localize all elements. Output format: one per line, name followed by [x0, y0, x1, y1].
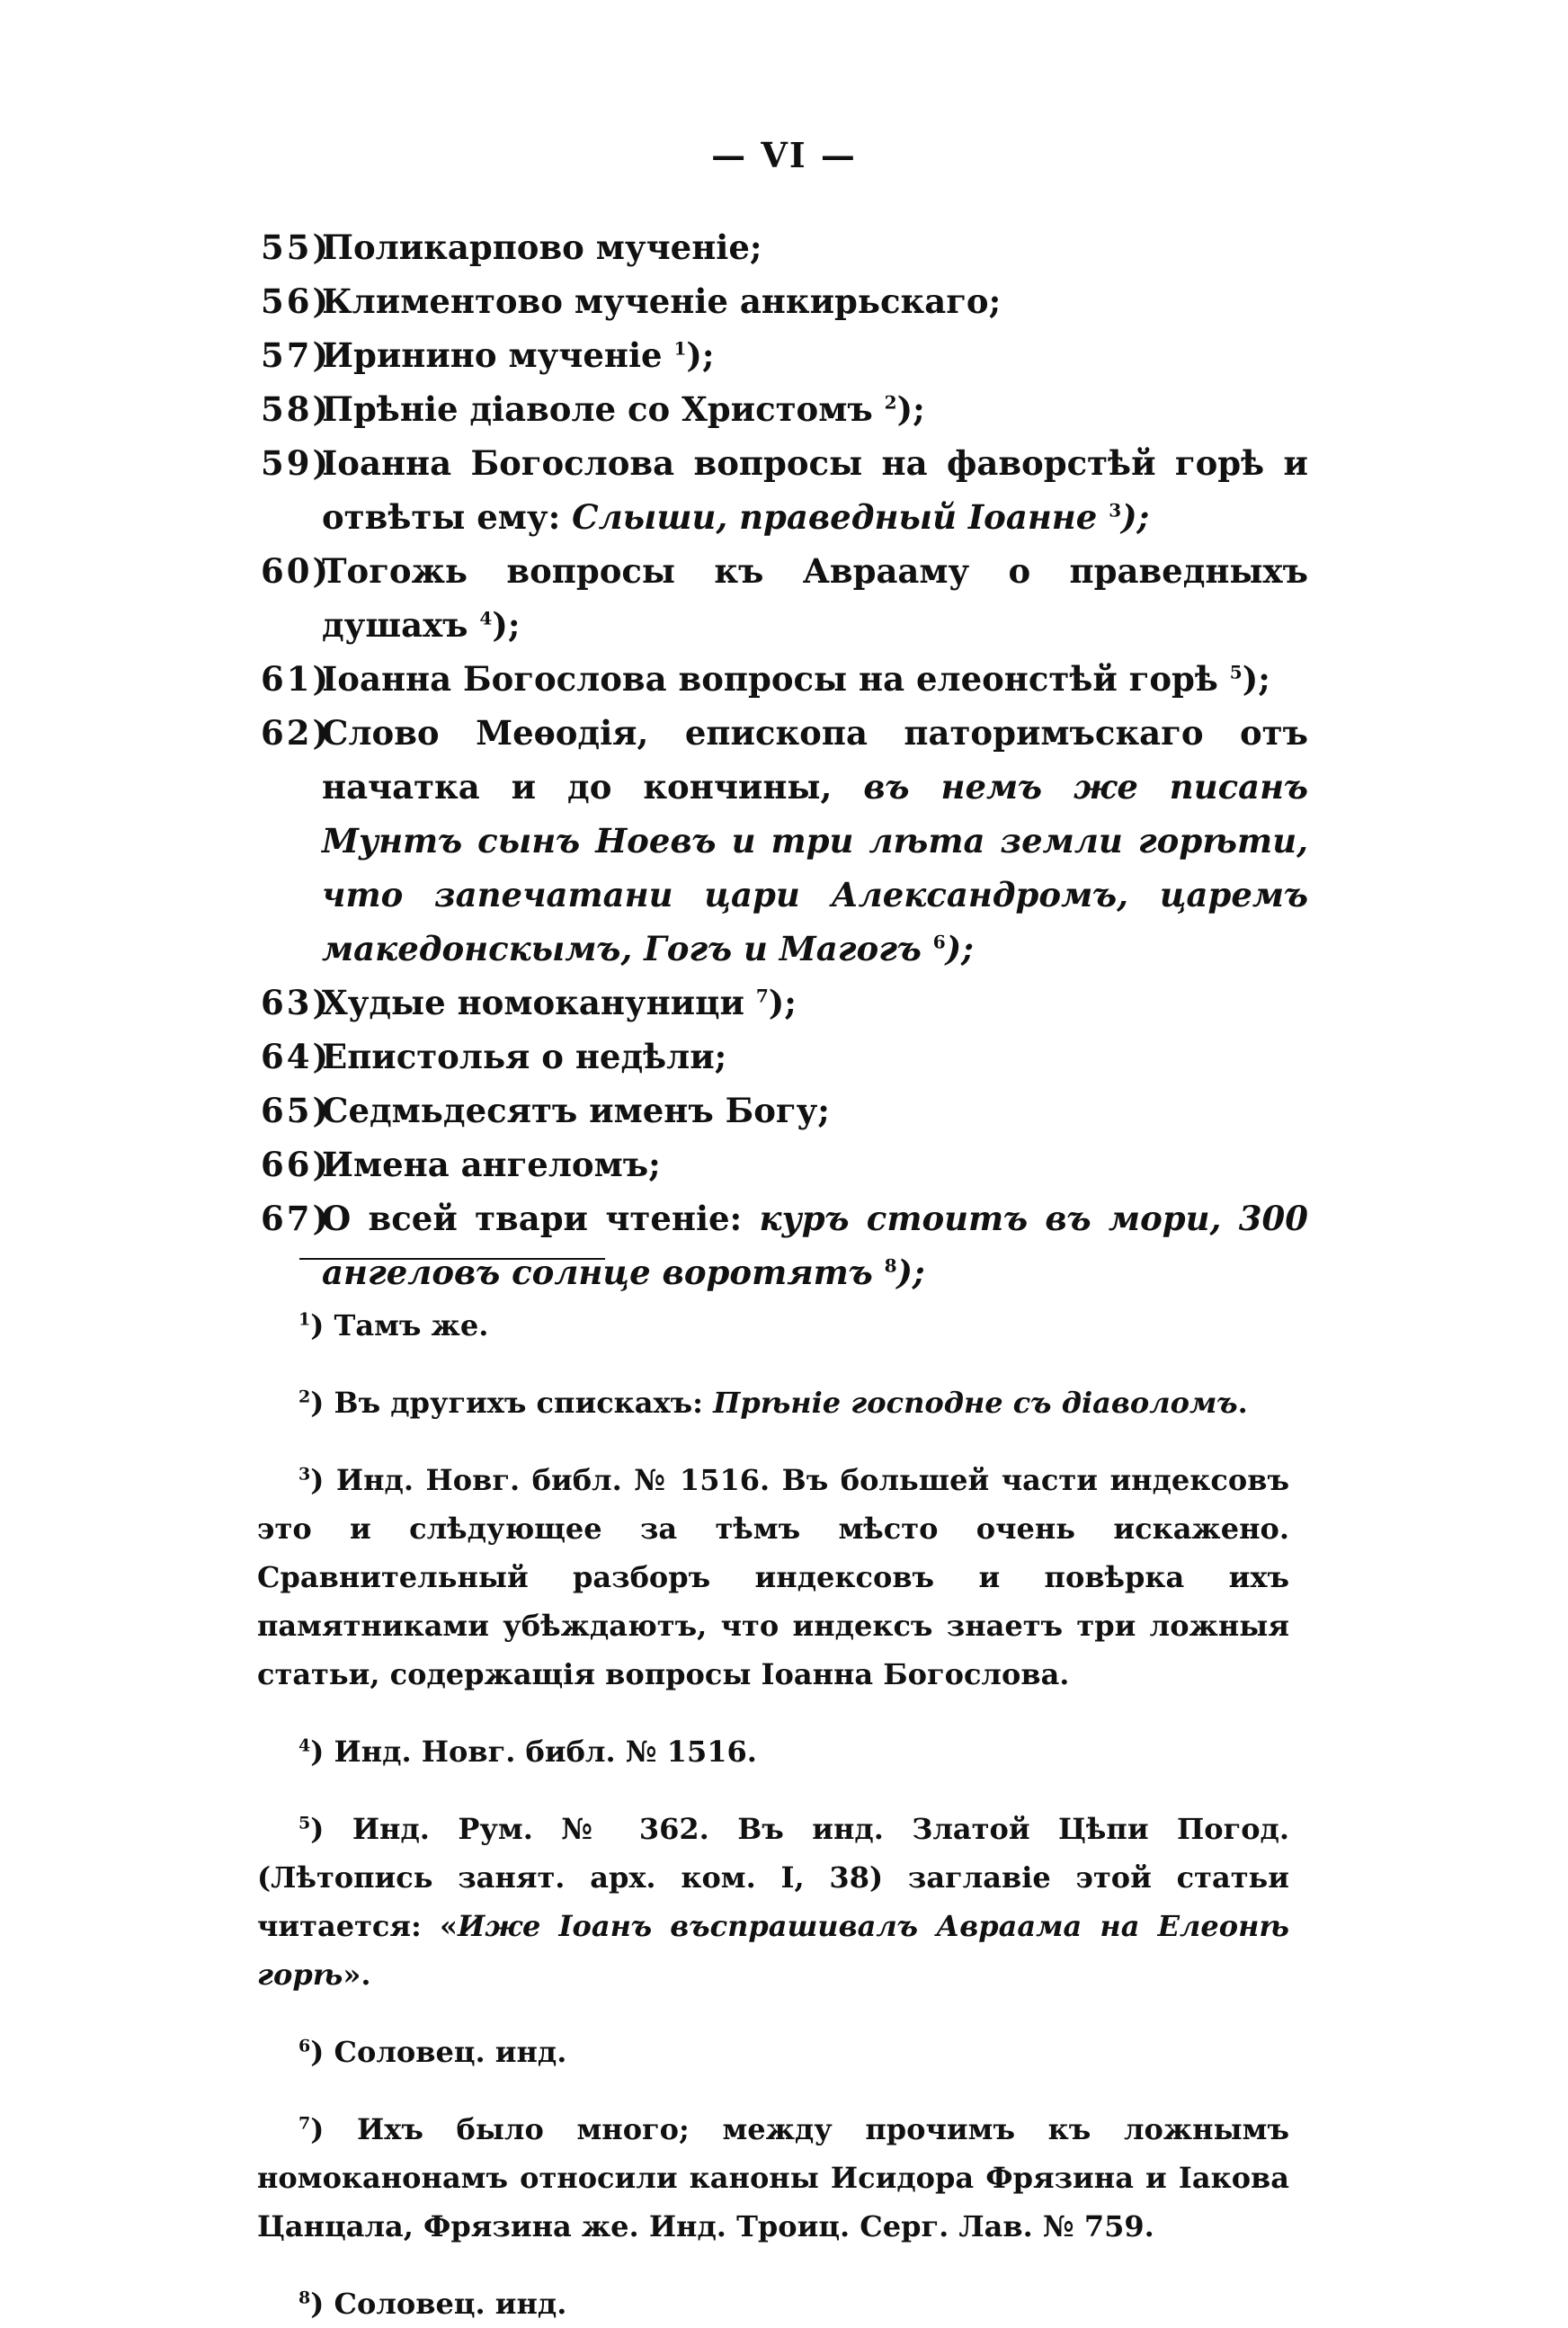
footnote-mark: 4 — [298, 1735, 311, 1756]
entry-text: Епистолья о недѣли; — [322, 1037, 727, 1076]
entry-text: Прѣніе діаволе со Христомъ — [322, 389, 873, 429]
list-item — [261, 976, 1308, 1030]
list-item — [261, 1084, 1308, 1137]
footnotes-section — [257, 1272, 1289, 2328]
entry-tail: ); — [686, 335, 715, 375]
footnote-text: ) Инд. Рум. № 362. Въ инд. Златой Цѣпи Погод. (Лѣтопись занят. арх. ком. I, 38) заглавіе этой статьи читается: « — [257, 1812, 1289, 1943]
footnote-separator — [299, 1258, 605, 1260]
footnote-text: ) Ихъ было много; между прочимъ къ ложнымъ номоканонамъ относили каноны Исидора Фрязина и Іакова Цанцала, Фрязина же. Инд. Троиц. Серг. Лав. № 759. — [257, 2112, 1289, 2243]
list-item — [261, 652, 1308, 706]
footnote-text: ) Соловец. инд. — [310, 2287, 567, 2321]
entry-text: О всей твари чтеніе: — [322, 1199, 760, 1238]
list-item — [261, 544, 1308, 652]
entry-number: 56) — [261, 281, 331, 321]
footnote — [257, 1301, 1289, 1350]
footnote — [257, 1456, 1289, 1699]
entry-text: Иринино мученіе — [322, 335, 663, 375]
footnote-reference: 4 — [479, 607, 493, 629]
entry-text: Слово Меѳодія, епископа паторимъскаго отъ начатка и до кончины, — [322, 713, 1308, 807]
footnote — [257, 1727, 1289, 1776]
entry-number: 67) — [261, 1199, 331, 1238]
entry-number: 61) — [261, 659, 331, 699]
entry-number: 55) — [261, 227, 331, 267]
footnote-mark: 6 — [298, 2036, 311, 2056]
entry-text: Седмьдесятъ именъ Богу; — [322, 1091, 830, 1130]
entry-number: 65) — [261, 1091, 331, 1130]
entry-tail: ); — [945, 929, 974, 968]
entry-text: Тогожь вопросы къ Аврааму о праведныхъ душахъ — [322, 551, 1308, 645]
footnote-text: ) Соловец. инд. — [310, 2035, 567, 2069]
footnote-mark: 8 — [298, 2288, 311, 2308]
list-item — [261, 1030, 1308, 1084]
entry-text: Худые номокануници — [322, 983, 744, 1022]
footnote-italic-text: Прѣніе господне съ діаволомъ — [713, 1386, 1238, 1420]
entry-number: 62) — [261, 713, 331, 753]
entry-text: Іоанна Богослова вопросы на фаворстѣй горѣ и отвѣты ему: — [322, 443, 1308, 537]
footnote-text: ) Инд. Новг. библ. № 1516. Въ большей части индексовъ это и слѣдующее за тѣмъ мѣсто очень искажено. Сравнительный разборъ индексовъ и повѣрка ихъ памятниками убѣждаютъ, что индексъ знаетъ три ложныя статьи, содержащія вопросы Іоанна Богослова. — [257, 1463, 1289, 1691]
footnote-text: ) Тамъ же. — [310, 1308, 489, 1342]
entry-tail: ); — [492, 605, 521, 645]
list-item — [261, 706, 1308, 976]
footnote-mark: 2 — [298, 1387, 311, 1407]
footnote-mark: 3 — [298, 1464, 311, 1485]
entry-text: Имена ангеломъ; — [322, 1145, 661, 1184]
entry-italic-text: въ немъ же писанъ Мунтъ сынъ Ноевъ и три лѣта земли горѣти, что запечатани цари Александромъ, царемъ македонскымъ, Гогъ и Магогъ — [322, 767, 1308, 968]
entry-number: 59) — [261, 443, 331, 483]
footnote-mark: 1 — [298, 1309, 311, 1330]
footnote-reference: 8 — [884, 1254, 897, 1277]
list-item — [261, 220, 1308, 274]
footnote — [257, 1805, 1289, 1999]
entry-italic-text: куръ стоитъ въ мори, 300 ангеловъ солнце воротятъ — [322, 1199, 1308, 1292]
footnote-tail: . — [1237, 1386, 1248, 1420]
entry-number: 66) — [261, 1145, 331, 1184]
entry-number: 57) — [261, 335, 331, 375]
entry-tail: ); — [896, 389, 925, 429]
entry-text: Климентово мученіе анкирьскаго; — [322, 281, 1002, 321]
footnote-reference: 5 — [1229, 661, 1243, 683]
entry-tail: ); — [1121, 497, 1150, 537]
entry-tail: ); — [1242, 659, 1270, 699]
footnote-reference: 6 — [932, 931, 946, 953]
entry-text: Іоанна Богослова вопросы на елеонстѣй горѣ — [322, 659, 1218, 699]
footnote-italic-text: Иже Іоанъ въспрашивалъ Авраама на Елеонѣ горѣ — [257, 1909, 1290, 1992]
footnote-tail: ». — [343, 1958, 371, 1992]
entry-number: 60) — [261, 551, 331, 591]
footnote-mark: 7 — [298, 2113, 311, 2134]
list-item — [261, 382, 1308, 436]
entries-list — [261, 220, 1308, 1299]
entry-number: 63) — [261, 983, 331, 1022]
entry-tail: ); — [768, 983, 797, 1022]
list-item — [261, 1137, 1308, 1191]
footnote — [257, 1378, 1289, 1427]
footnote-mark: 5 — [298, 1813, 311, 1833]
page-number: — VI — — [711, 135, 857, 175]
entry-italic-text: Слыши, праведный Іоанне — [572, 497, 1098, 537]
entry-number: 58) — [261, 389, 331, 429]
entry-text: Поликарпово мученіе; — [322, 227, 762, 267]
footnote-text: ) Въ другихъ спискахъ: — [310, 1386, 714, 1420]
list-item — [261, 328, 1308, 382]
entry-number: 64) — [261, 1037, 331, 1076]
list-item — [261, 436, 1308, 544]
entry-tail: ); — [896, 1253, 925, 1292]
footnote-reference: 3 — [1109, 499, 1122, 522]
footnote-reference: 7 — [755, 985, 769, 1007]
footnote-reference: 2 — [884, 391, 897, 414]
footnote — [257, 2105, 1289, 2251]
footnote — [257, 2279, 1289, 2328]
footnote-reference: 1 — [673, 337, 687, 360]
list-item — [261, 274, 1308, 328]
footnote — [257, 2028, 1289, 2076]
footnote-text: ) Инд. Новг. библ. № 1516. — [310, 1735, 757, 1769]
